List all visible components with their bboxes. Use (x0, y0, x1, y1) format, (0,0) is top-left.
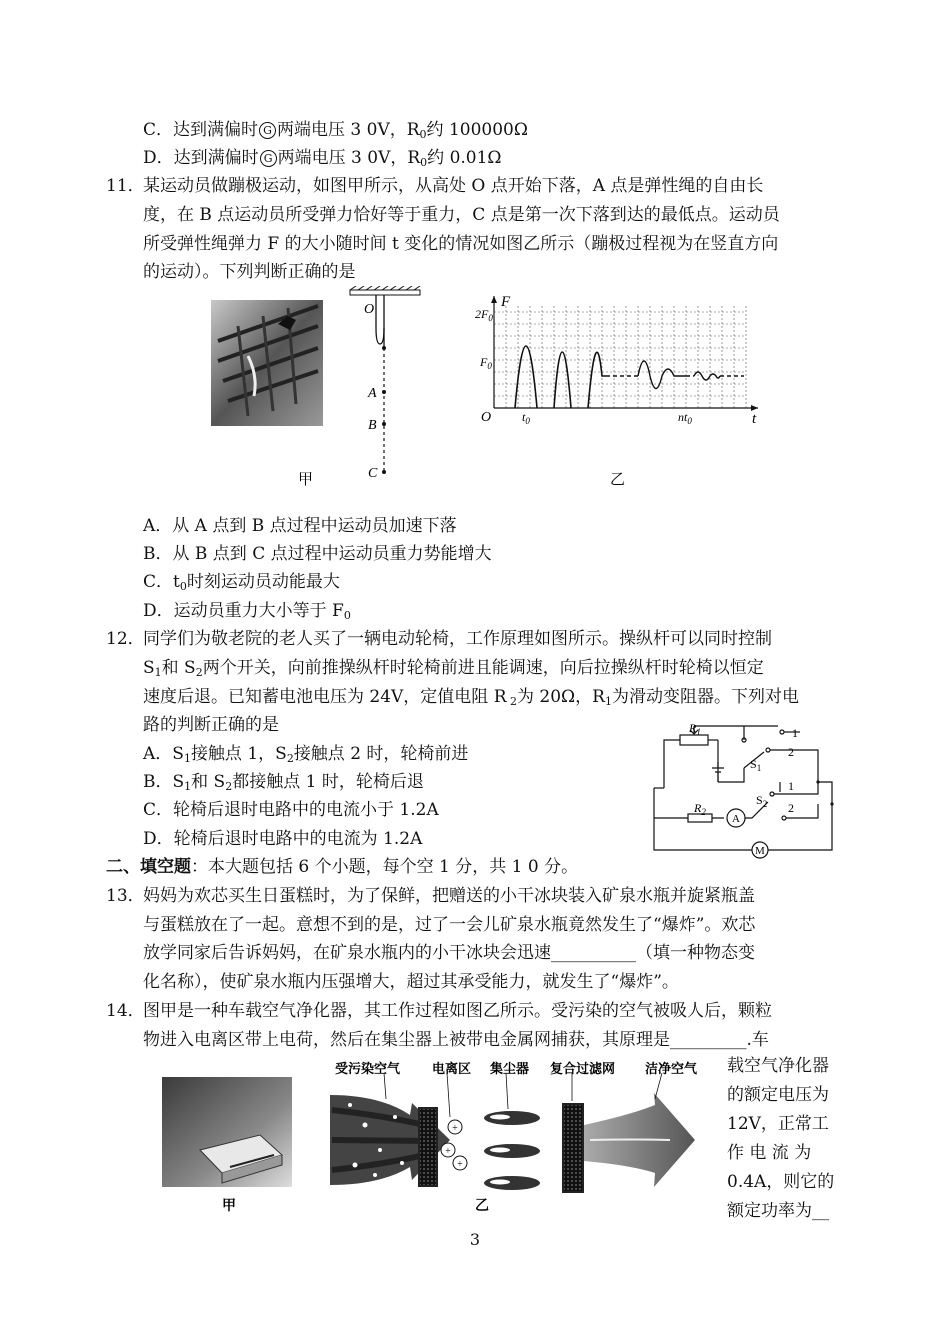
q11-number: 11． (106, 176, 145, 196)
q11-option-d: D．运动员重力大小等于 F0 (143, 601, 351, 622)
motor-label: M (755, 845, 765, 857)
q12-text-line: 路的判断正确的是 (143, 715, 279, 735)
q10-option-d: D．达到满偏时 G 两端电压 3 0V，R0约 0.01Ω (143, 148, 502, 169)
ammeter-label: A (732, 813, 740, 825)
svg-text:+: + (445, 1146, 451, 1157)
diagram-label-collector: 集尘器 (490, 1061, 530, 1076)
q13-text-line: 化名称），使矿泉水瓶内压强增大，超过其承受能力，就发生了“爆炸”。 (143, 972, 679, 992)
q12-text-line: 同学们为敬老院的老人买了一辆电动轮椅，工作原理如图所示。操纵杆可以同时控制 (143, 629, 772, 649)
diagram-label-ionization: 电离区 (432, 1061, 472, 1076)
q11-option-c: C．t0时刻运动员动能最大 (143, 572, 340, 593)
q12-option-d: D．轮椅后退时电路中的电流为 1.2A (143, 829, 423, 849)
q14-text-line: 图甲是一种车载空气净化器，其工作过程如图乙所示。受污染的空气被吸人后，颗粒 (143, 1001, 772, 1021)
q12-option-a: A．S1接触点 1，S2接触点 2 时，轮椅前进 (143, 744, 469, 765)
rope-label-b: B (368, 418, 377, 433)
bungee-photo (211, 300, 323, 426)
graph-axis-t: t (752, 411, 757, 427)
q11-figure (178, 286, 778, 496)
diagram-label-clean-air: 洁净空气 (645, 1061, 698, 1076)
svg-text:+: + (452, 1123, 458, 1134)
q12-text-line: S1和 S2两个开关，向前推操纵杆时轮椅前进且能调速，向后拉操纵杆时轮椅以恒定 (143, 658, 764, 679)
circuit-label-s2: $S_2$ (756, 793, 768, 809)
rheostat-r1 (680, 735, 708, 745)
q10-option-c: C．达到满偏时 G 两端电压 3 0V，R0约 100000Ω (143, 120, 528, 141)
q13-number: 13． (106, 886, 145, 906)
rope-label-c: C (368, 466, 378, 481)
graph-axis-f: F (501, 294, 511, 310)
circuit-contact-2: 2 (788, 745, 794, 759)
circuit-contact-2: 2 (788, 801, 794, 815)
graph-x-label-nt0: $nt_0$ (678, 410, 692, 426)
q11-text-line: 度，在 B 点运动员所受弹力恰好等于重力，C 点是第一次下落到达的最低点。运动员 (143, 205, 780, 225)
q12-option-c: C．轮椅后退时电路中的电流小于 1.2A (143, 800, 439, 820)
force-time-graph (475, 294, 758, 427)
figure-label-jia: 甲 (298, 472, 314, 488)
car-purifier-photo (162, 1077, 292, 1187)
circuit-label-s1: $S_1$ (750, 757, 762, 773)
q11-option-a: A．从 A 点到 B 点过程中运动员加速下落 (143, 516, 457, 536)
circuit-label-r2: $R_2$ (694, 801, 706, 817)
diagram-label-filter: 复合过滤网 (550, 1061, 616, 1076)
circuit-label-r1: $R_1$ (689, 722, 701, 737)
q13-text-line: 放学同家后告诉妈妈，在矿泉水瓶内的小干冰块会迅速__________（填一种物态变 (143, 943, 755, 963)
rope-label-a: A (368, 386, 377, 401)
page-number: 3 (469, 1230, 481, 1249)
galvanometer-icon: G (259, 122, 276, 139)
figure-label-yi: 乙 (610, 472, 626, 488)
galvanometer-icon: G (260, 150, 277, 167)
rope-label-o: O (364, 302, 375, 317)
q13-text-line: 与蛋糕放在了一起。意想不到的是，过了一会儿矿泉水瓶竟然发生了“爆炸”。欢芯 (143, 915, 756, 935)
q12-option-b: B．S1和 S2都接触点 1 时，轮椅后退 (143, 772, 424, 793)
q14-number: 14． (106, 1001, 145, 1021)
q14-text-line: 物进入电离区带上电荷，然后在集尘器上被带电金属网捕获，其原理是_________.车 (143, 1030, 769, 1050)
diagram-label-polluted-air: 受污染空气 (335, 1061, 401, 1076)
graph-x-label-t0: $t_0$ (522, 410, 530, 426)
q12-circuit-diagram (640, 722, 850, 862)
figure-label-yi: 乙 (475, 1199, 489, 1214)
rope-diagram (350, 286, 420, 481)
graph-y-label-f0: $F_0$ (480, 355, 492, 371)
q12-number: 12． (106, 629, 145, 649)
graph-origin: O (481, 410, 492, 425)
purifier-process-diagram (330, 1061, 698, 1193)
circuit-contact-1: 1 (788, 779, 794, 793)
q11-text-line: 所受弹性绳弹力 F 的大小随时间 t 变化的情况如图乙所示（蹦极过程视为在竖直方向 (143, 234, 779, 254)
graph-y-label-2f0: $2F_0$ (475, 307, 493, 323)
circuit-contact-1: 1 (792, 726, 798, 740)
q11-text-line: 某运动员做蹦极运动，如图甲所示，从高处 O 点开始下落，A 点是弹性绳的自由长 (143, 176, 764, 196)
resistor-r2 (688, 814, 712, 822)
q11-text-line: 的运动）。下列判断正确的是 (143, 262, 356, 282)
section-2-heading: 二、填空题：本大题包括 6 个小题，每个空 1 分，共 1 0 分。 (106, 857, 579, 877)
q12-text-line: 速度后退。已知蓄电池电压为 24V，定值电阻 R 2为 20Ω，R1为滑动变阻器。下列对电 (143, 687, 799, 708)
q11-option-b: B．从 B 点到 C 点过程中运动员重力势能增大 (143, 544, 492, 564)
q14-side-text: 载空气净化器 的额定电压为 12V，正常工 作 电 流 为 0.4A，则它的 额定功率为__ (727, 1056, 835, 1221)
figure-label-jia: 甲 (222, 1199, 236, 1214)
q13-text-line: 妈妈为欢芯买生日蛋糕时，为了保鲜，把赠送的小干冰块装入矿泉水瓶并旋紧瓶盖 (143, 886, 755, 906)
svg-text:+: + (457, 1159, 463, 1170)
q14-figure (150, 1055, 720, 1225)
